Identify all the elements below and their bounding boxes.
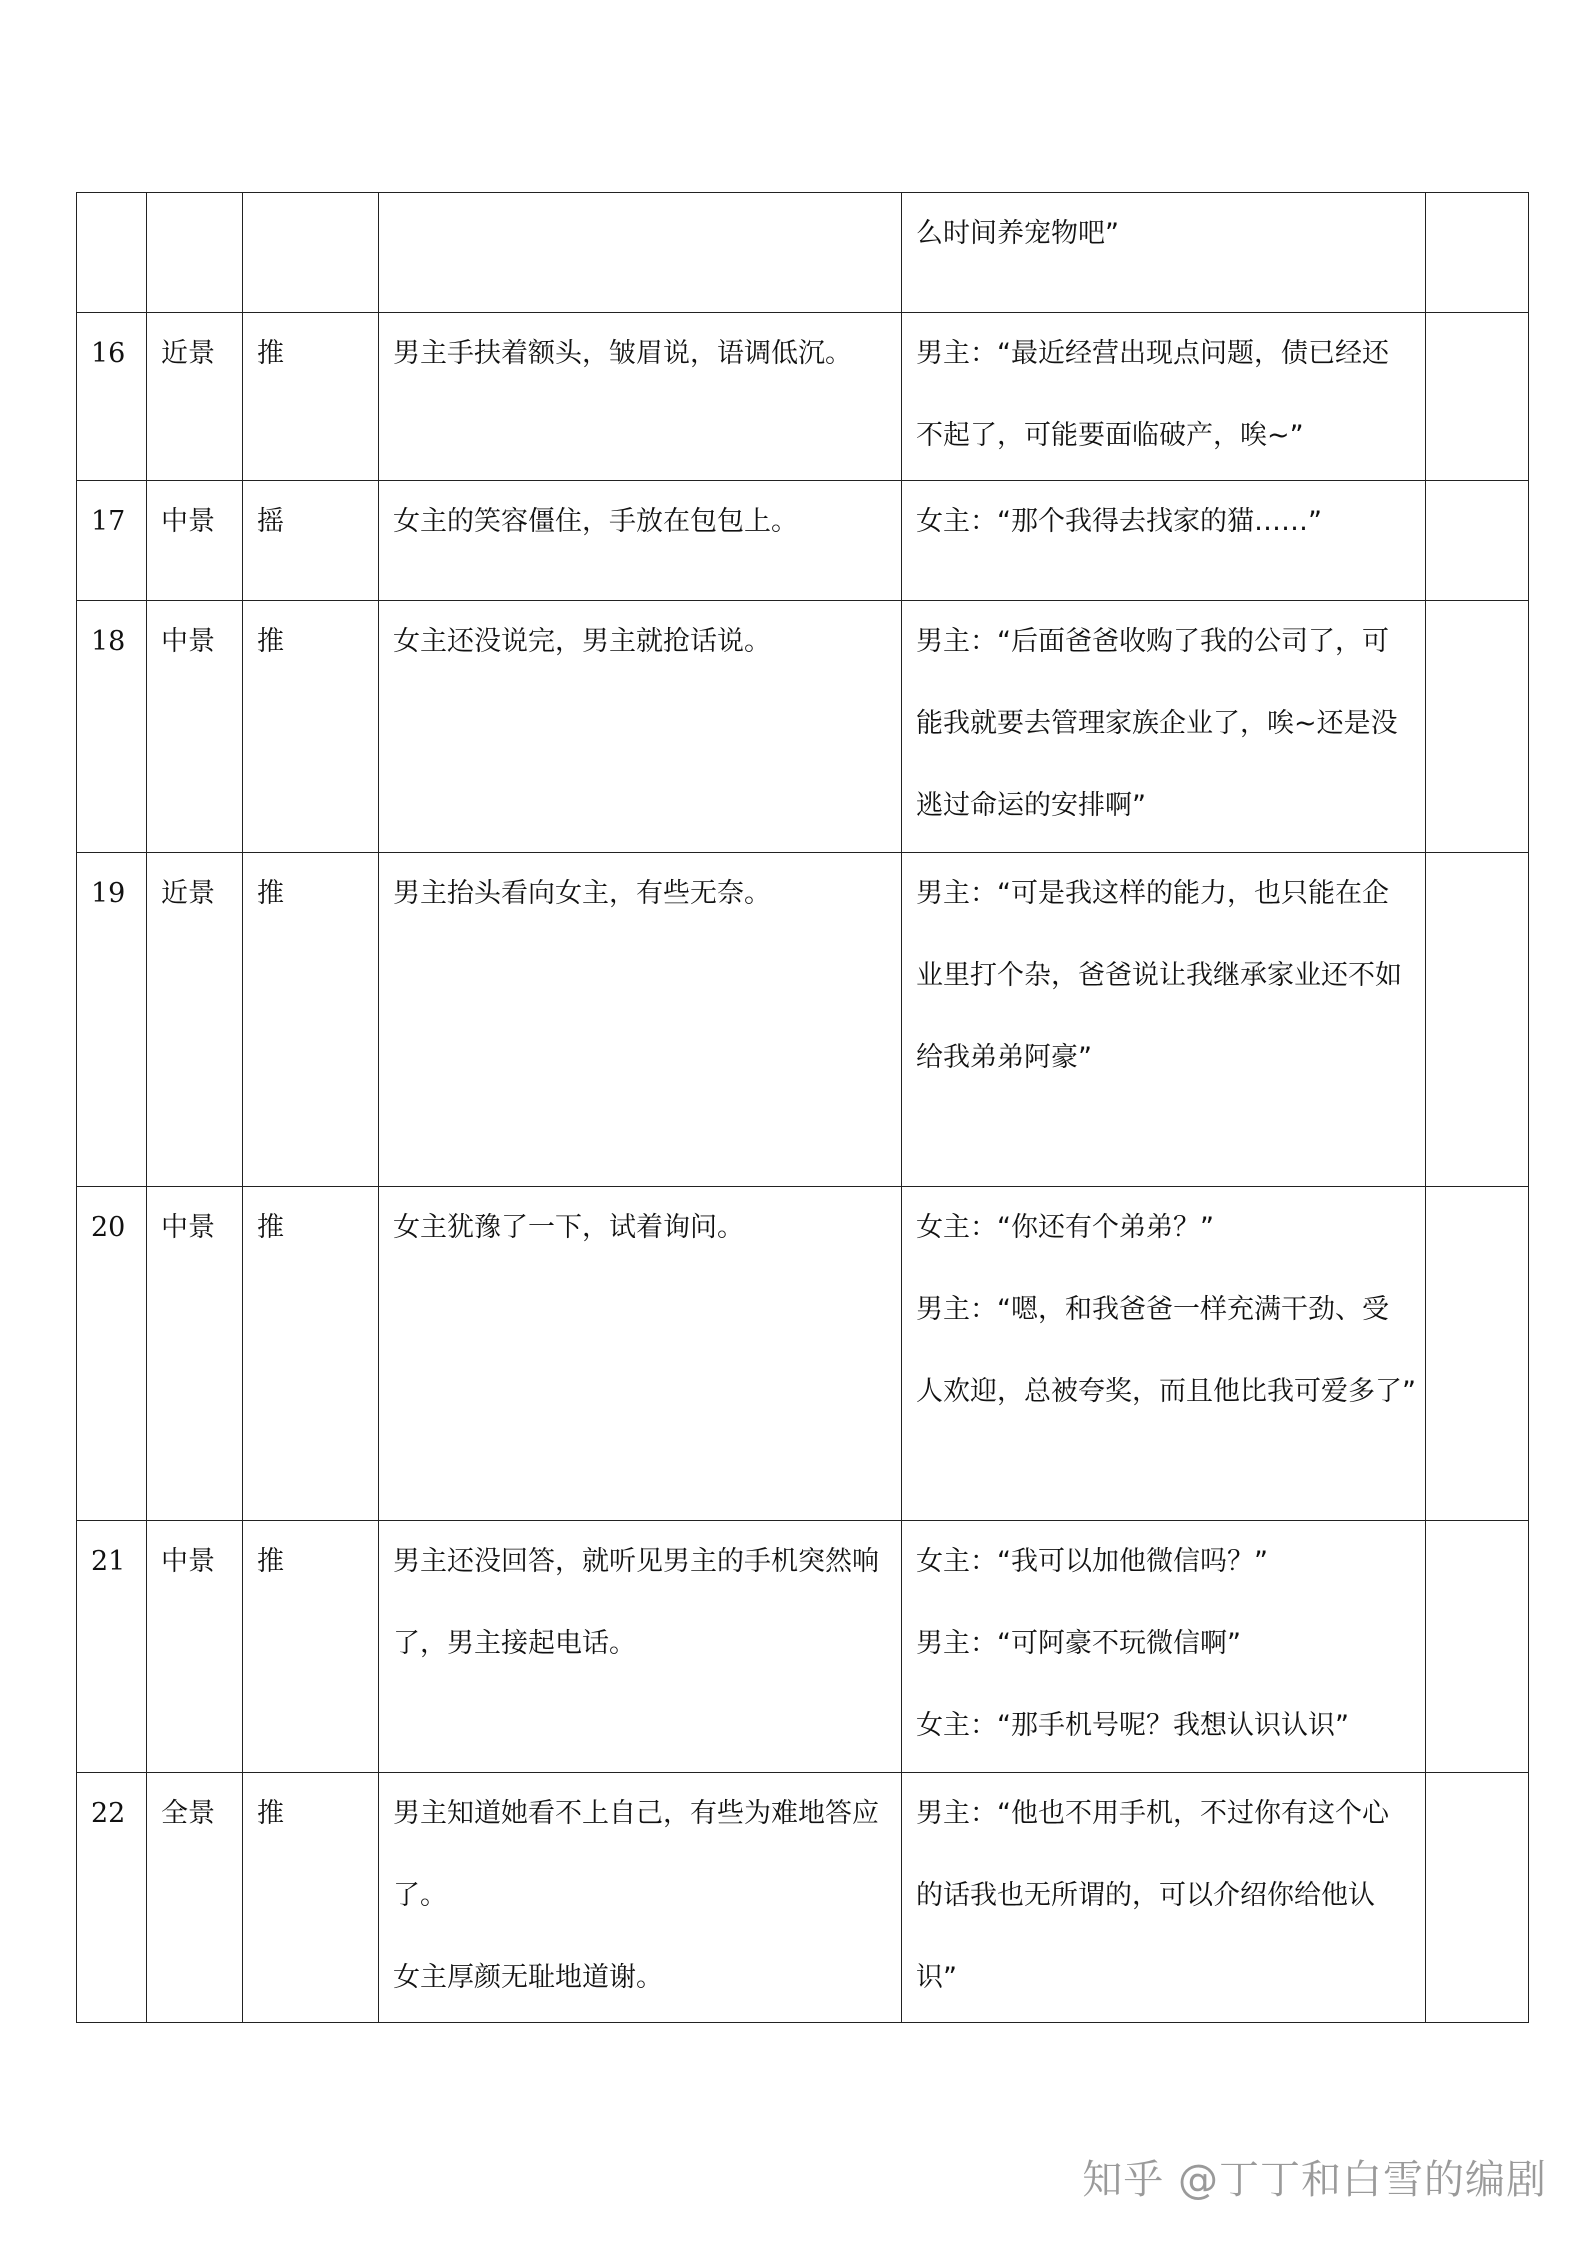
action-cell [379, 853, 902, 1187]
shot-size-cell: 近景 [147, 853, 243, 1187]
action-line: 男主还没回答，就听见男主的手机突然响 [393, 1546, 879, 1577]
shot-number-cell: 21 [77, 1521, 147, 1773]
action-line: 男主知道她看不上自己，有些为难地答应 [393, 1798, 879, 1829]
dialogue-line: 逃过命运的安排啊” [916, 790, 1146, 821]
dialogue-cell [902, 481, 1426, 601]
camera-move-cell: 摇 [243, 481, 379, 601]
shot-size-cell: 全景 [147, 1773, 243, 2023]
action-cell [379, 1521, 902, 1773]
table-row [77, 601, 1529, 853]
dialogue-line: 男主：“嗯，和我爸爸一样充满干劲、受 [916, 1294, 1389, 1325]
notes-cell [1426, 1773, 1529, 2023]
dialogue-line: 能我就要去管理家族企业了，唉~还是没 [916, 708, 1398, 739]
shot-number-cell: 17 [77, 481, 147, 601]
notes-cell [1426, 601, 1529, 853]
action-line: 了，男主接起电话。 [393, 1628, 636, 1659]
shot-number-cell: 19 [77, 853, 147, 1187]
notes-cell [1426, 313, 1529, 481]
action-line: 女主的笑容僵住，手放在包包上。 [393, 506, 798, 537]
table-row [77, 313, 1529, 481]
table-row [77, 853, 1529, 1187]
dialogue-cell [902, 853, 1426, 1187]
camera-move-cell [243, 193, 379, 313]
dialogue-line: 男主：“可是我这样的能力，也只能在企 [916, 878, 1389, 909]
dialogue-cell [902, 1773, 1426, 2023]
dialogue-cell [902, 1521, 1426, 1773]
action-line: 男主手扶着额头，皱眉说，语调低沉。 [393, 338, 852, 369]
shot-size-cell: 中景 [147, 1521, 243, 1773]
shot-number-cell: 22 [77, 1773, 147, 2023]
camera-move-cell: 推 [243, 313, 379, 481]
shot-size-cell: 中景 [147, 1187, 243, 1521]
camera-move-cell: 推 [243, 1773, 379, 2023]
dialogue-cell [902, 601, 1426, 853]
camera-move-cell: 推 [243, 601, 379, 853]
action-line: 女主厚颜无耻地道谢。 [393, 1962, 663, 1993]
shot-size-cell: 中景 [147, 601, 243, 853]
notes-cell [1426, 853, 1529, 1187]
dialogue-line: 给我弟弟阿豪” [916, 1042, 1092, 1073]
watermark: 知乎 @丁丁和白雪的编剧 [1082, 2157, 1547, 2203]
notes-cell [1426, 481, 1529, 601]
dialogue-line: 男主：“他也不用手机，不过你有这个心 [916, 1798, 1389, 1829]
table-row [77, 1773, 1529, 2023]
shot-number-cell: 20 [77, 1187, 147, 1521]
action-line: 男主抬头看向女主，有些无奈。 [393, 878, 771, 909]
dialogue-cell [902, 1187, 1426, 1521]
notes-cell [1426, 1521, 1529, 1773]
dialogue-line: 不起了，可能要面临破产，唉~” [916, 420, 1304, 451]
dialogue-line: 业里打个杂，爸爸说让我继承家业还不如 [916, 960, 1402, 991]
dialogue-line: 男主：“后面爸爸收购了我的公司了，可 [916, 626, 1389, 657]
camera-move-cell: 推 [243, 1187, 379, 1521]
action-cell [379, 313, 902, 481]
dialogue-line: 女主：“你还有个弟弟？” [916, 1212, 1214, 1243]
dialogue-line: 女主：“那个我得去找家的猫……” [916, 506, 1322, 537]
action-cell [379, 481, 902, 601]
dialogue-line: 识” [916, 1962, 957, 1993]
shot-size-cell [147, 193, 243, 313]
action-line: 女主犹豫了一下，试着询问。 [393, 1212, 744, 1243]
shot-size-cell: 中景 [147, 481, 243, 601]
table-row [77, 481, 1529, 601]
storyboard-table [76, 192, 1529, 2023]
shot-number-cell: 18 [77, 601, 147, 853]
action-cell [379, 601, 902, 853]
dialogue-line: 男主：“可阿豪不玩微信啊” [916, 1628, 1241, 1659]
dialogue-cell [902, 193, 1426, 313]
action-cell [379, 1187, 902, 1521]
camera-move-cell: 推 [243, 853, 379, 1187]
action-line: 了。 [393, 1880, 447, 1911]
table-row [77, 193, 1529, 313]
notes-cell [1426, 1187, 1529, 1521]
dialogue-line: 女主：“那手机号呢？我想认识认识” [916, 1710, 1349, 1741]
dialogue-line: 男主：“最近经营出现点问题，债已经还 [916, 338, 1389, 369]
action-cell [379, 1773, 902, 2023]
dialogue-line: 的话我也无所谓的，可以介绍你给他认 [916, 1880, 1375, 1911]
camera-move-cell: 推 [243, 1521, 379, 1773]
shot-size-cell: 近景 [147, 313, 243, 481]
notes-cell [1426, 193, 1529, 313]
shot-number-cell [77, 193, 147, 313]
dialogue-line: 女主：“我可以加他微信吗？” [916, 1546, 1268, 1577]
dialogue-line: 人欢迎，总被夸奖，而且他比我可爱多了” [916, 1376, 1416, 1407]
table-row [77, 1187, 1529, 1521]
action-line: 女主还没说完，男主就抢话说。 [393, 626, 771, 657]
shot-number-cell: 16 [77, 313, 147, 481]
dialogue-cell [902, 313, 1426, 481]
action-cell [379, 193, 902, 313]
table-row [77, 1521, 1529, 1773]
dialogue-line: 么时间养宠物吧” [916, 218, 1119, 249]
